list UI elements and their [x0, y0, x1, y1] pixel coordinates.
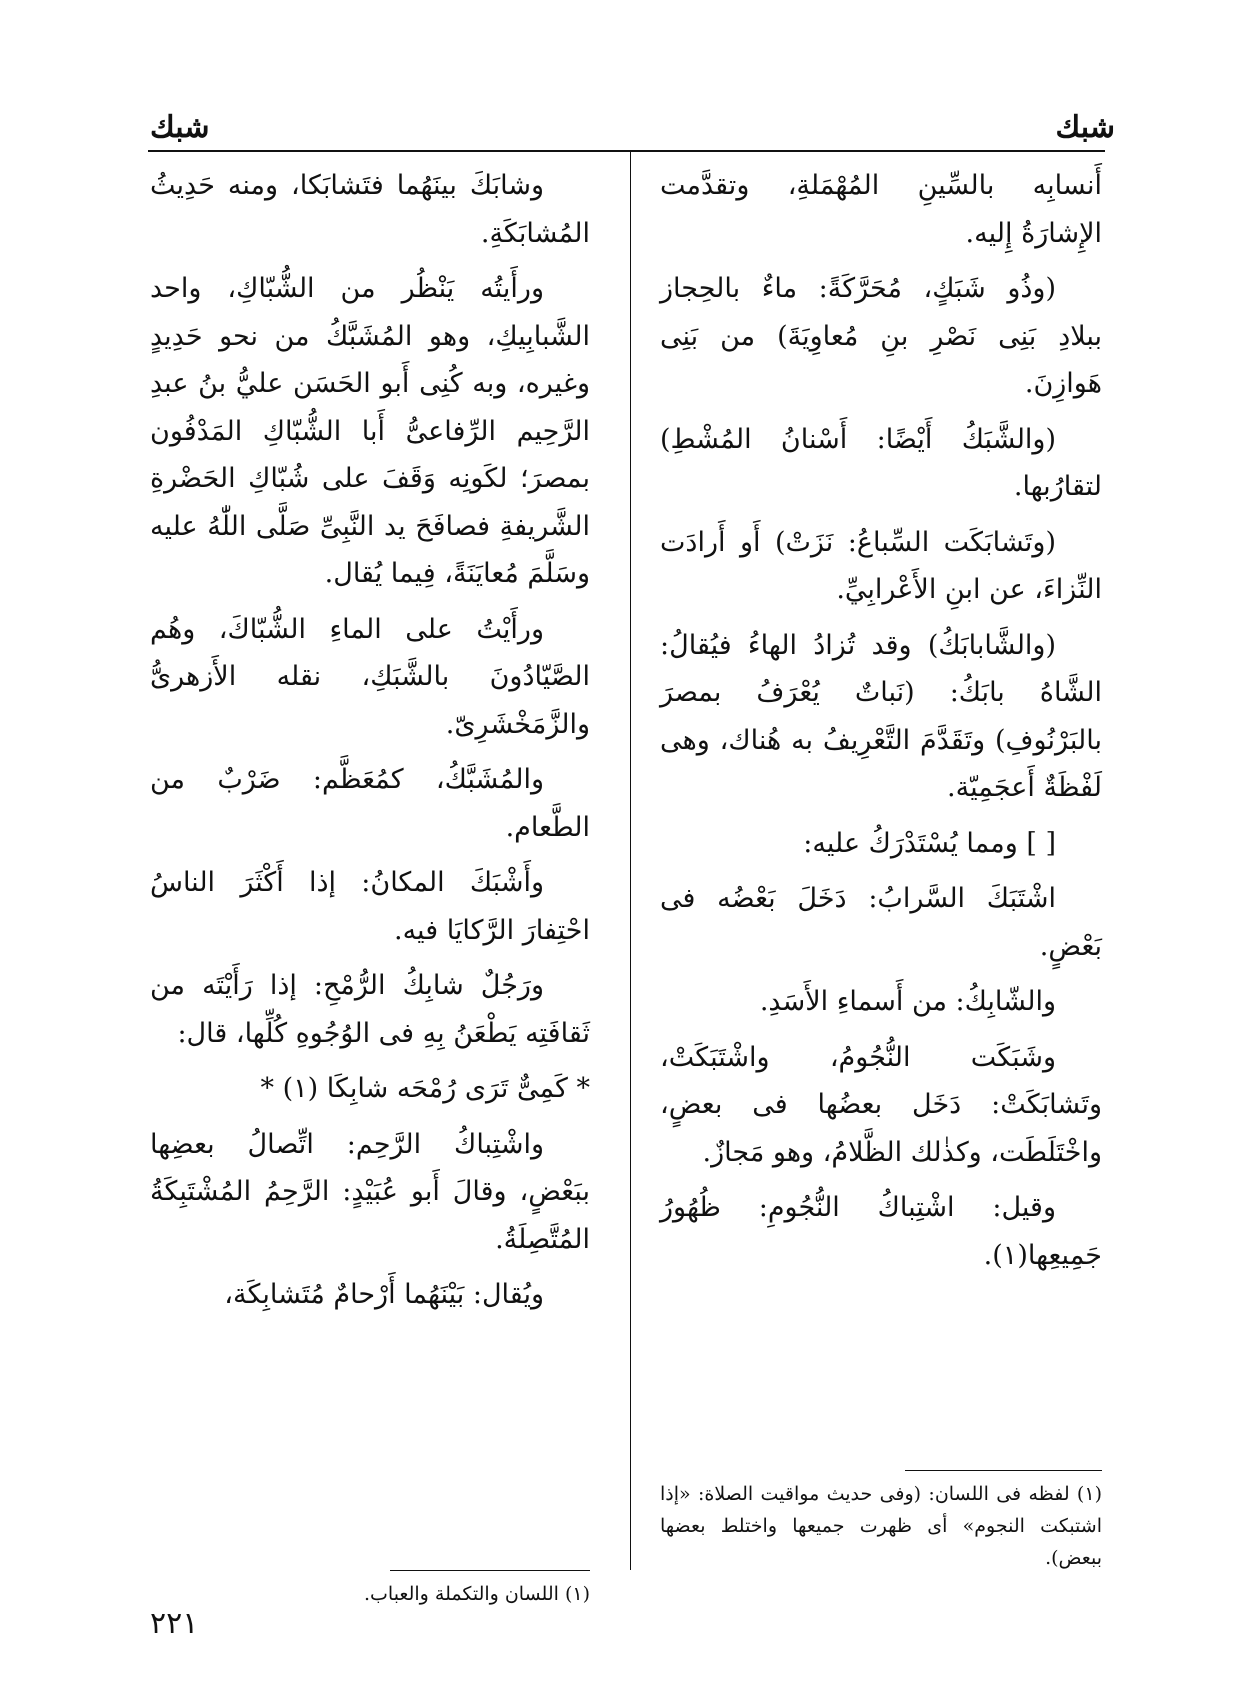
footnote-right: (١) لفظه فى اللسان: (وفى حديث مواقيت الصلاة: «إذا اشتبكت النجوم» أى ظهرت جميعها واختلط بعضها ببعض).	[660, 1483, 1102, 1569]
entry-paragraph: (والشَّبَكُ أَيْضًا: أَسْنانُ المُشْطِ) لتقارُبها.	[660, 423, 1102, 502]
verse-line: * كَمِىٌّ تَرَى رُمْحَه شابِكَا (١) *	[260, 1073, 590, 1104]
entry-paragraph: اشْتَبَكَ السَّرابُ: دَخَلَ بَعْضُه فى بَعْضٍ.	[660, 883, 1102, 962]
running-header-right: شبك	[1055, 110, 1115, 145]
entry-paragraph: وشَبَكَت النُّجُومُ، واشْتَبَكَتْ، وتَشابَكَتْ: دَخَل بعضُها فى بعضٍ، واخْتَلَطَت، وكذٰلك الظَّلامُ، وهو مَجازٌ.	[660, 1041, 1102, 1168]
entry-paragraph: (وتَشابَكَت السِّباعُ: نَزَتْ) أَو أَرادَت النِّزاءَ، عن ابنِ الأَعْرابِيِّ.	[660, 526, 1102, 605]
entry-paragraph: (والشَّابابَكُ) وقد تُزادُ الهاءُ فيُقالُ: الشَّاهُ بابَكُ: (نَباتٌ يُعْرَفُ بمصرَ بالبَرْنُوفِ) وتَقَدَّمَ التَّعْرِيفُ به هُناك، وهى لَفْظَةٌ أَعجَمِيّة.	[660, 629, 1102, 803]
entry-paragraph: ويُقال: بَيْنَهُما أَرْحامٌ مُتَشابِكَة،	[224, 1279, 544, 1310]
left-column	[150, 162, 590, 1327]
entry-paragraph: وأَشْبَكَ المكانُ: إذا أَكْثَرَ الناسُ احْتِفارَ الرَّكايَا فيه.	[150, 867, 590, 946]
entry-paragraph: ورأَيْتُ على الماءِ الشُّبّاكَ، وهُم الصَّيّادُونَ بالشَّبَكِ، نقله الأَزهرىُّ والزَّمَخْشَرِىّ.	[150, 613, 590, 740]
entry-paragraph: أَنسابِه بالسِّينِ المُهْمَلةِ، وتقدَّمت الإِشارَةُ إِليه.	[660, 170, 1102, 249]
running-header-left: شبك	[150, 110, 210, 145]
entry-paragraph: واشْتِباكُ الرَّحِم: اتِّصالُ بعضِها ببَعْضٍ، وقالَ أَبو عُبَيْدٍ: الرَّحِمُ المُشْتَبِكَةُ المُتَّصِلَةُ.	[150, 1128, 590, 1255]
column-divider	[630, 152, 631, 1570]
entry-paragraph: وقيل: اشْتِباكُ النُّجُومِ: ظُهُورُ جَمِيعِها(١).	[660, 1192, 1102, 1271]
footnote-rule-right	[905, 1470, 1102, 1471]
page-number: ٢٢١	[150, 1606, 199, 1641]
entry-paragraph: والشّابِكُ: من أَسماءِ الأَسَدِ.	[759, 986, 1056, 1017]
footnote-rule-left	[390, 1570, 590, 1571]
entry-paragraph: وشابَكَ بينَهُما فتَشابَكا، ومنه حَدِيثُ المُشابَكَةِ.	[150, 170, 590, 249]
entry-paragraph: ورَجُلٌ شابِكُ الرُّمْحِ: إذا رَأَيْتَه من ثَقافَتِه يَطْعَنُ بِهِ فى الوُجُوهِ كُلِّها، قال:	[150, 970, 590, 1049]
entry-paragraph: [ ] ومما يُسْتَدْرَكُ عليه:	[803, 827, 1056, 859]
entry-paragraph: (وذُو شَبَكٍ، مُحَرَّكَةً: ماءٌ بالحِجاز ببلادِ بَنِى نَصْرِ بنِ مُعاوِيَةَ) من بَنِى هَوازِنَ.	[660, 273, 1102, 399]
entry-paragraph: والمُشَبَّكُ، كمُعَظَّم: ضَرْبٌ من الطَّعام.	[150, 764, 590, 843]
footnote-left: (١) اللسان والتكملة والعباب.	[363, 1583, 590, 1605]
entry-paragraph: ورأَيتُه يَنْظُر من الشُّبّاكِ، واحد الشَّبابِيكِ، وهو المُشَبَّكُ من نحو حَدِيدٍ وغيره، وبه كُنِى أَبو الحَسَن عليُّ بنُ عبدِ الرَّحِيم الرِّفاعىُّ أَبا الشُّبّاكِ المَدْفُون بمصرَ؛ لكَونِه وَقَفَ على شُبّاكِ الحَضْرةِ الشَّريفةِ فصافَحَ يد النَّبِىِّ صَلَّى اللّٰهُ عليه وسَلَّمَ مُعايَنَةً، فِيما يُقال.	[150, 273, 590, 589]
right-column	[660, 162, 1102, 1287]
header-rule	[148, 150, 1105, 152]
